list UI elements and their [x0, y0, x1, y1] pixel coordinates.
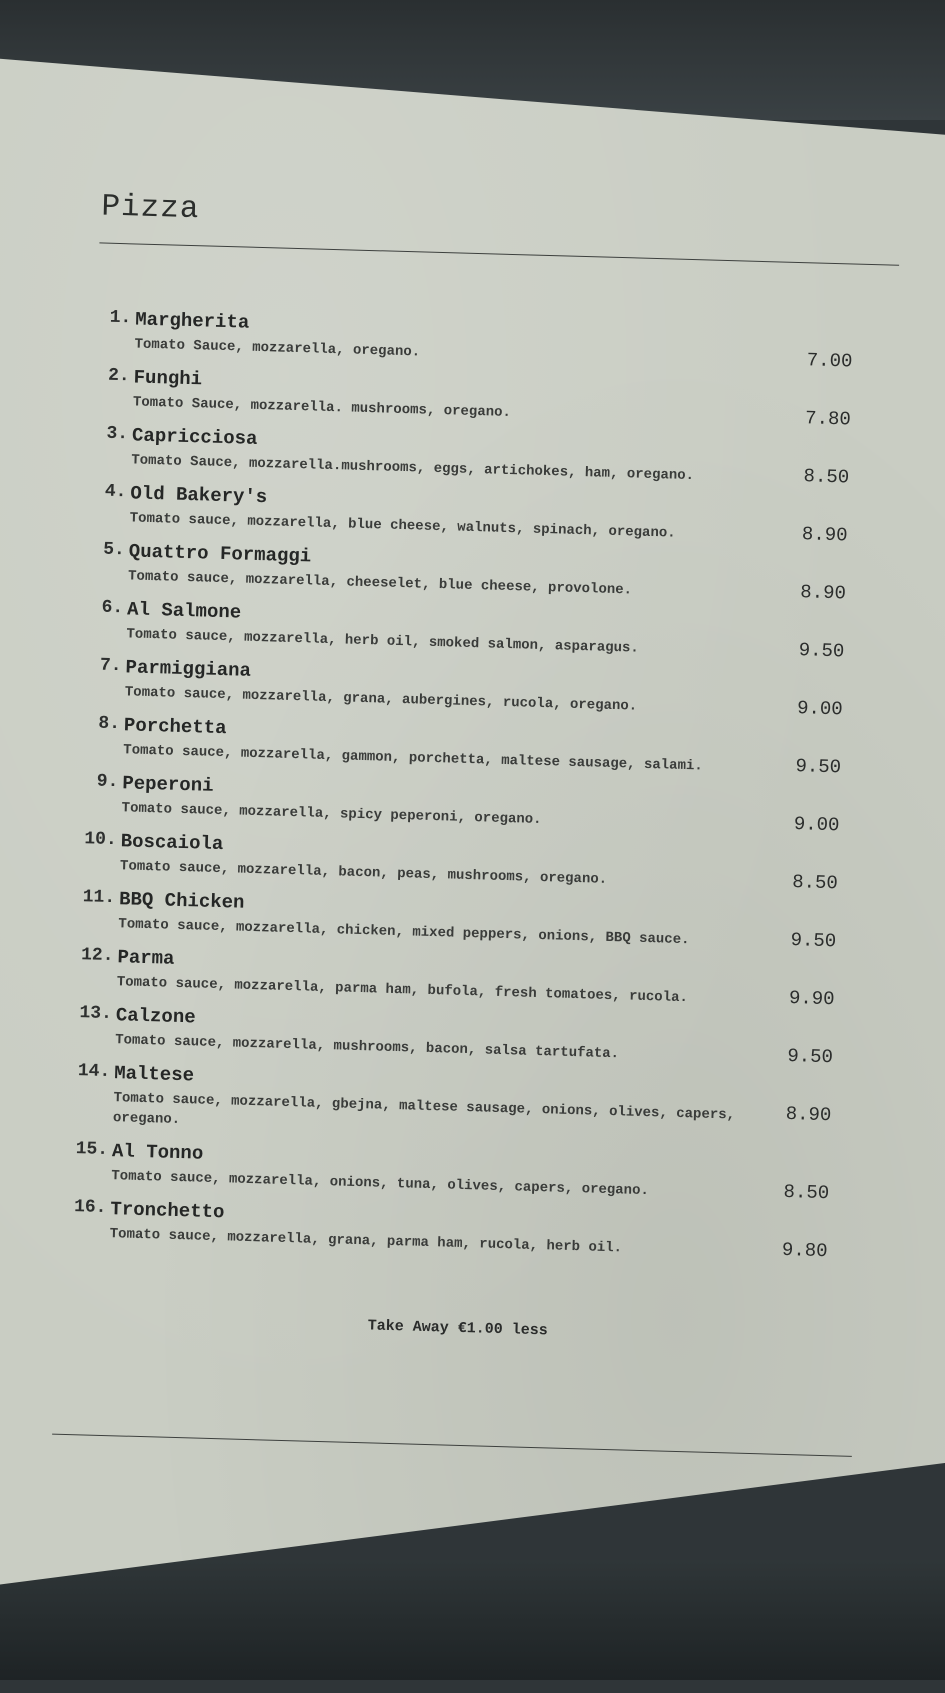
pizza-list: [67, 307, 853, 1276]
item-name: Porchetta: [123, 714, 227, 740]
item-name: Margherita: [134, 308, 250, 334]
item-name: Al Tonno: [111, 1140, 204, 1165]
item-description: Tomato Sauce, mozzarella.mushrooms, eggs, artichokes, ham, oregano.: [131, 452, 695, 485]
item-number: 5.: [102, 539, 126, 561]
item-price: 9.50: [790, 929, 837, 953]
item-description: Tomato sauce, mozzarella, chicken, mixed peppers, onions, BBQ sauce.: [118, 916, 690, 949]
item-number: 1.: [109, 307, 132, 329]
section-title: Pizza: [100, 189, 200, 228]
title-divider: [99, 242, 899, 265]
item-description: Tomato sauce, mozzarella, blue cheese, walnuts, spinach, oregano.: [129, 510, 676, 542]
item-number: 3.: [106, 423, 129, 445]
item-description: Tomato sauce, mozzarella, grana, parma ham, rucola, herb oil.: [109, 1226, 623, 1257]
takeaway-note: Take Away €1.00 less: [367, 1317, 548, 1340]
item-description: Tomato Sauce, mozzarella, oregano.: [134, 336, 421, 361]
item-name: Maltese: [113, 1062, 195, 1087]
item-price: 9.00: [796, 697, 843, 721]
item-number: 8.: [98, 713, 121, 735]
item-price: 8.90: [800, 581, 847, 605]
item-name: Boscaiola: [120, 830, 224, 856]
bottom-divider: [52, 1434, 852, 1457]
item-number: 12.: [80, 945, 114, 967]
item-name: Funghi: [133, 366, 203, 391]
item-name: Quattro Formaggi: [128, 540, 312, 568]
item-price: 9.50: [795, 755, 842, 779]
item-price: 8.90: [785, 1102, 832, 1127]
item-name: Al Salmone: [126, 598, 242, 624]
item-number: 6.: [101, 597, 124, 619]
item-price: 9.80: [781, 1238, 828, 1263]
item-number: 14.: [77, 1061, 111, 1083]
item-number: 9.: [96, 771, 119, 793]
item-number: 15.: [75, 1139, 109, 1161]
item-price: 8.50: [791, 871, 839, 895]
item-price: 7.80: [804, 407, 852, 431]
item-number: 2.: [107, 365, 130, 387]
item-description: Tomato sauce, mozzarella, herb oil, smoked salmon, asparagus.: [126, 626, 639, 657]
item-name: Parma: [117, 946, 175, 970]
item-name: Parmiggiana: [125, 656, 252, 682]
item-name: Tronchetto: [110, 1198, 225, 1224]
item-price: 8.50: [783, 1180, 830, 1205]
item-number: 10.: [84, 829, 118, 851]
item-name: BBQ Chicken: [118, 888, 245, 914]
item-price: 7.00: [806, 349, 853, 373]
item-number: 13.: [79, 1003, 113, 1025]
item-price: 9.00: [793, 813, 840, 837]
item-description: Tomato sauce, mozzarella, bacon, peas, mushrooms, oregano.: [119, 858, 608, 888]
item-number: 7.: [99, 655, 122, 677]
item-description: Tomato sauce, mozzarella, cheeselet, blue cheese, provolone.: [127, 568, 633, 599]
item-description: Tomato sauce, mozzarella, mushrooms, bacon, salsa tartufata.: [114, 1032, 620, 1063]
item-name: Old Bakery's: [130, 482, 268, 509]
item-number: 4.: [104, 481, 127, 503]
item-description: Tomato sauce, mozzarella, parma ham, bufola, fresh tomatoes, rucola.: [116, 974, 689, 1007]
item-description: Tomato sauce, mozzarella, spicy peperoni, oregano.: [121, 800, 542, 829]
item-price: 9.50: [787, 1044, 834, 1069]
item-name: Peperoni: [122, 772, 214, 797]
item-price: 9.90: [788, 986, 835, 1011]
item-price: 8.90: [801, 523, 848, 547]
item-description: Tomato Sauce, mozzarella. mushrooms, oregano.: [132, 394, 512, 421]
item-number: 11.: [82, 887, 116, 909]
item-price: 8.50: [803, 465, 850, 489]
item-description: Tomato sauce, mozzarella, gbejna, maltese sausage, onions, olives, capers, oregano.: [112, 1090, 736, 1129]
item-description: Tomato sauce, mozzarella, gammon, porchetta, maltese sausage, salami.: [123, 742, 703, 775]
item-price: 9.50: [798, 639, 845, 663]
item-description: Tomato sauce, mozzarella, grana, aubergines, rucola, oregano.: [124, 684, 638, 715]
item-name: Calzone: [115, 1004, 196, 1029]
item-name: Capricciosa: [131, 424, 258, 450]
item-number: 16.: [73, 1197, 107, 1219]
item-description: Tomato sauce, mozzarella, onions, tuna, olives, capers, oregano.: [111, 1168, 650, 1200]
